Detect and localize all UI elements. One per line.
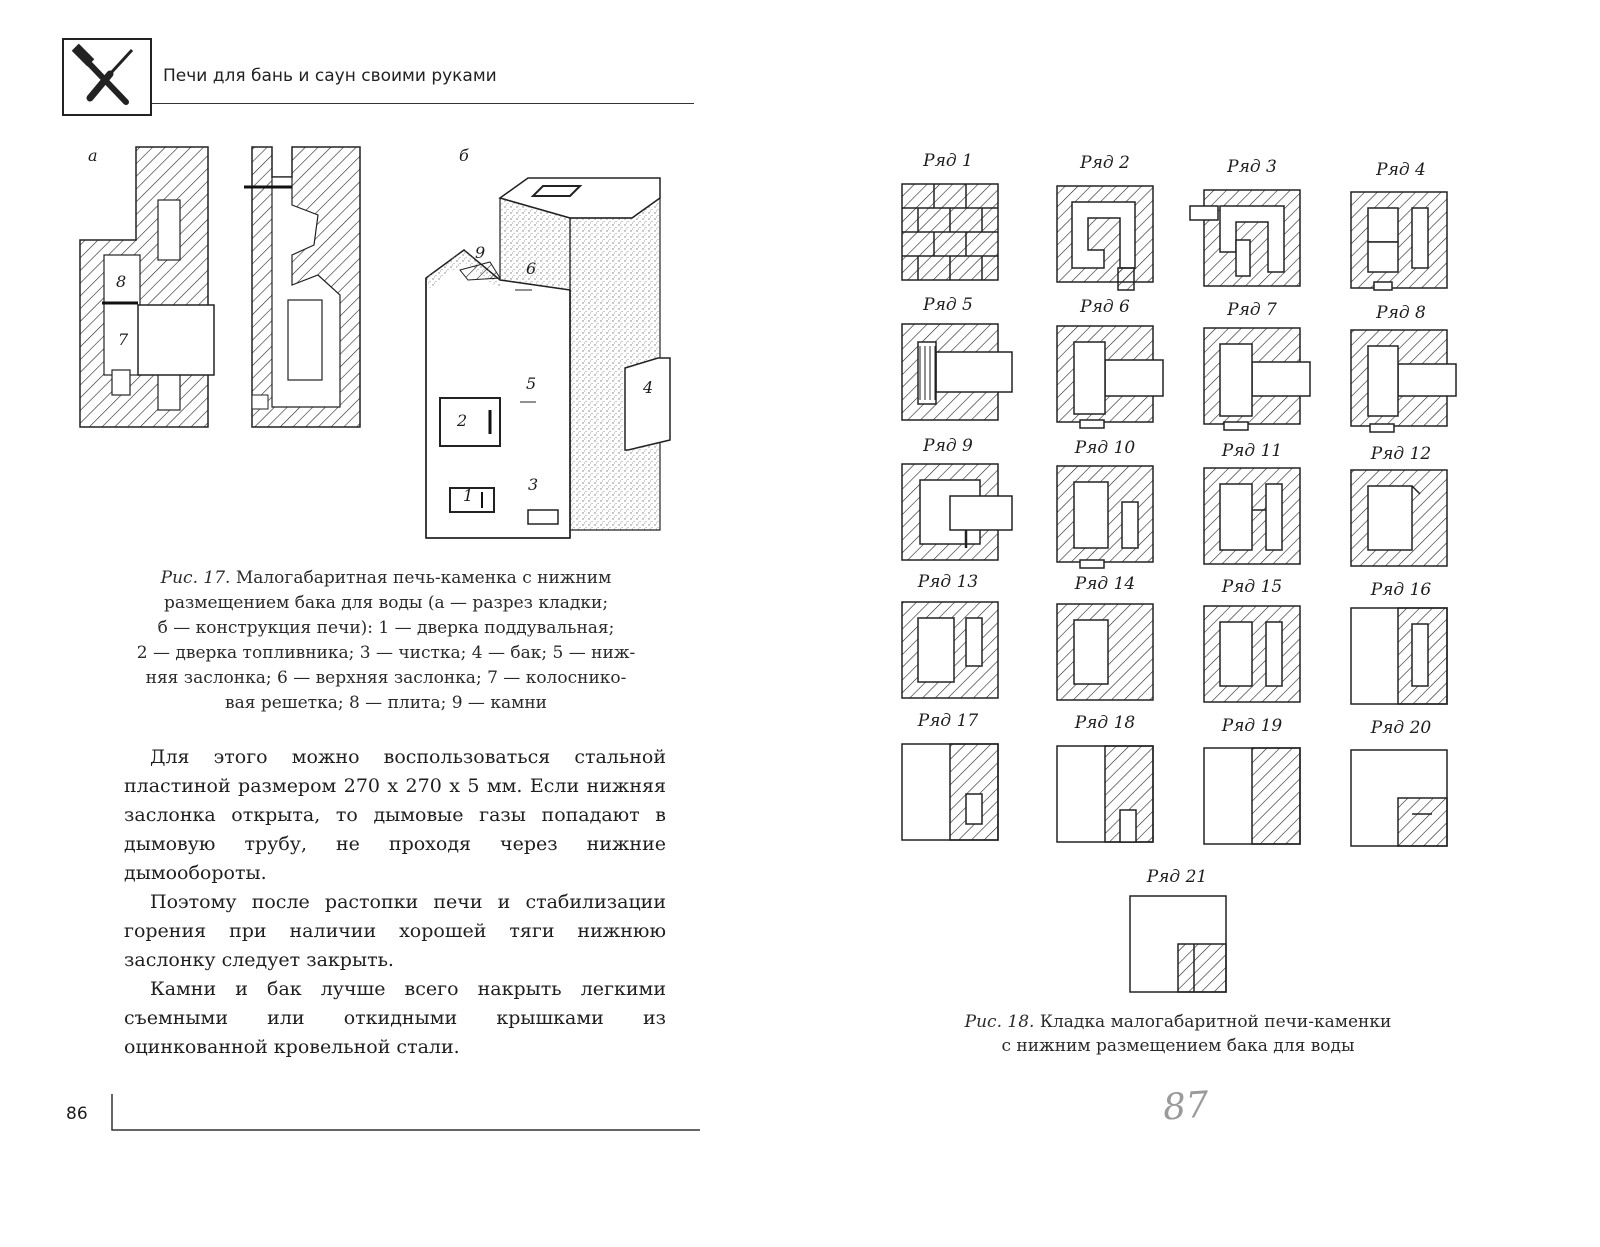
row-label: Ряд 20 xyxy=(1370,718,1432,738)
masonry-row-18 xyxy=(1057,746,1153,842)
paragraph: Поэтому после растопки печи и стабилизации горения при наличии хорошей тяги нижнюю заслонку следует закрыть. xyxy=(124,891,666,971)
row-label: Ряд 21 xyxy=(1146,867,1208,887)
row-label: Ряд 5 xyxy=(923,295,973,315)
callout-8: 8 xyxy=(116,272,127,291)
row-label: Ряд 9 xyxy=(923,436,973,456)
caption-line: няя заслонка; 6 — верхняя заслонка; 7 — колоснико- xyxy=(145,668,627,688)
fig17-label-b: б xyxy=(459,146,469,165)
callout-9: 9 xyxy=(475,243,486,262)
callout-1: 1 xyxy=(463,486,474,505)
masonry-row-8 xyxy=(1351,330,1456,432)
fig18-masonry-grid xyxy=(890,170,1470,1000)
masonry-row-11 xyxy=(1204,468,1300,564)
row-label: Ряд 7 xyxy=(1227,300,1277,320)
callout-6: 6 xyxy=(526,259,537,278)
page-number: 86 xyxy=(66,1104,88,1124)
fig18-caption: Рис. 18. Кладка малогабаритной печи-каменки с нижним размещением бака для воды xyxy=(964,1012,1392,1056)
handwritten-page-number: 87 xyxy=(1161,1084,1211,1129)
caption-line: Рис. 17. Малогабаритная печь-каменка с нижним xyxy=(160,568,612,588)
row-label: Ряд 18 xyxy=(1074,713,1136,733)
masonry-row-16 xyxy=(1351,608,1447,704)
masonry-row-21 xyxy=(1130,896,1226,992)
caption-line: б — конструкция печи): 1 — дверка поддувальная; xyxy=(157,618,615,638)
fig17-caption xyxy=(96,566,676,716)
row-label: Ряд 19 xyxy=(1221,716,1283,736)
masonry-row-1 xyxy=(902,184,998,280)
fig17b-stove-drawing xyxy=(420,170,685,540)
masonry-row-9 xyxy=(902,464,1012,560)
masonry-row-20 xyxy=(1351,750,1447,846)
masonry-row-12 xyxy=(1351,470,1447,566)
row-label: Ряд 11 xyxy=(1221,441,1283,461)
footer-rule xyxy=(108,1094,703,1134)
hammer-screwdriver-icon xyxy=(64,40,150,114)
masonry-row-15 xyxy=(1204,606,1300,702)
masonry-row-5 xyxy=(902,324,1012,420)
callout-3: 3 xyxy=(528,475,539,494)
caption-line: 2 — дверка топливника; 3 — чистка; 4 — бак; 5 — ниж- xyxy=(136,643,636,663)
body-text xyxy=(124,743,666,1062)
row-label: Ряд 4 xyxy=(1376,160,1426,180)
running-header: Печи для бань и саун своими руками xyxy=(163,66,497,86)
masonry-row-14 xyxy=(1057,604,1153,700)
masonry-row-4 xyxy=(1351,192,1447,290)
caption-line: размещением бака для воды (а — разрез кладки; xyxy=(163,593,609,613)
callout-2: 2 xyxy=(457,411,468,430)
masonry-row-7 xyxy=(1204,328,1310,430)
row-label: Ряд 13 xyxy=(917,572,979,592)
row-label: Ряд 1 xyxy=(923,151,973,171)
row-label: Ряд 16 xyxy=(1370,580,1432,600)
header-rule xyxy=(152,103,694,104)
caption-line: вая решетка; 8 — плита; 9 — камни xyxy=(225,693,547,713)
row-label: Ряд 3 xyxy=(1227,157,1277,177)
row-label: Ряд 17 xyxy=(917,711,979,731)
row-label: Ряд 14 xyxy=(1074,574,1136,594)
masonry-row-3 xyxy=(1190,190,1300,286)
row-label: Ряд 8 xyxy=(1376,303,1426,323)
book-logo xyxy=(62,38,152,116)
masonry-row-10 xyxy=(1057,466,1153,568)
paragraph: Камни и бак лучше всего накрыть легкими съемными или откидными крышками из оцинкованной кровельной стали. xyxy=(124,978,666,1058)
row-label: Ряд 10 xyxy=(1074,438,1136,458)
callout-4: 4 xyxy=(643,378,654,397)
row-label: Ряд 2 xyxy=(1080,153,1130,173)
row-label: Ряд 12 xyxy=(1370,444,1432,464)
callout-5: 5 xyxy=(526,374,537,393)
masonry-row-17 xyxy=(902,744,998,840)
masonry-row-13 xyxy=(902,602,998,698)
callout-7: 7 xyxy=(118,330,129,349)
masonry-row-6 xyxy=(1057,326,1163,428)
paragraph: Для этого можно воспользоваться стальной пластиной размером 270 x 270 x 5 мм. Если нижняя заслонка открыта, то дымовые газы попадают в дымовую трубу, не проходя через нижние дымообороты. xyxy=(124,746,666,884)
masonry-row-2 xyxy=(1057,186,1153,290)
masonry-row-19 xyxy=(1204,748,1300,844)
fig17-label-a: а xyxy=(88,146,98,165)
row-label: Ряд 6 xyxy=(1080,297,1130,317)
row-label: Ряд 15 xyxy=(1221,577,1283,597)
